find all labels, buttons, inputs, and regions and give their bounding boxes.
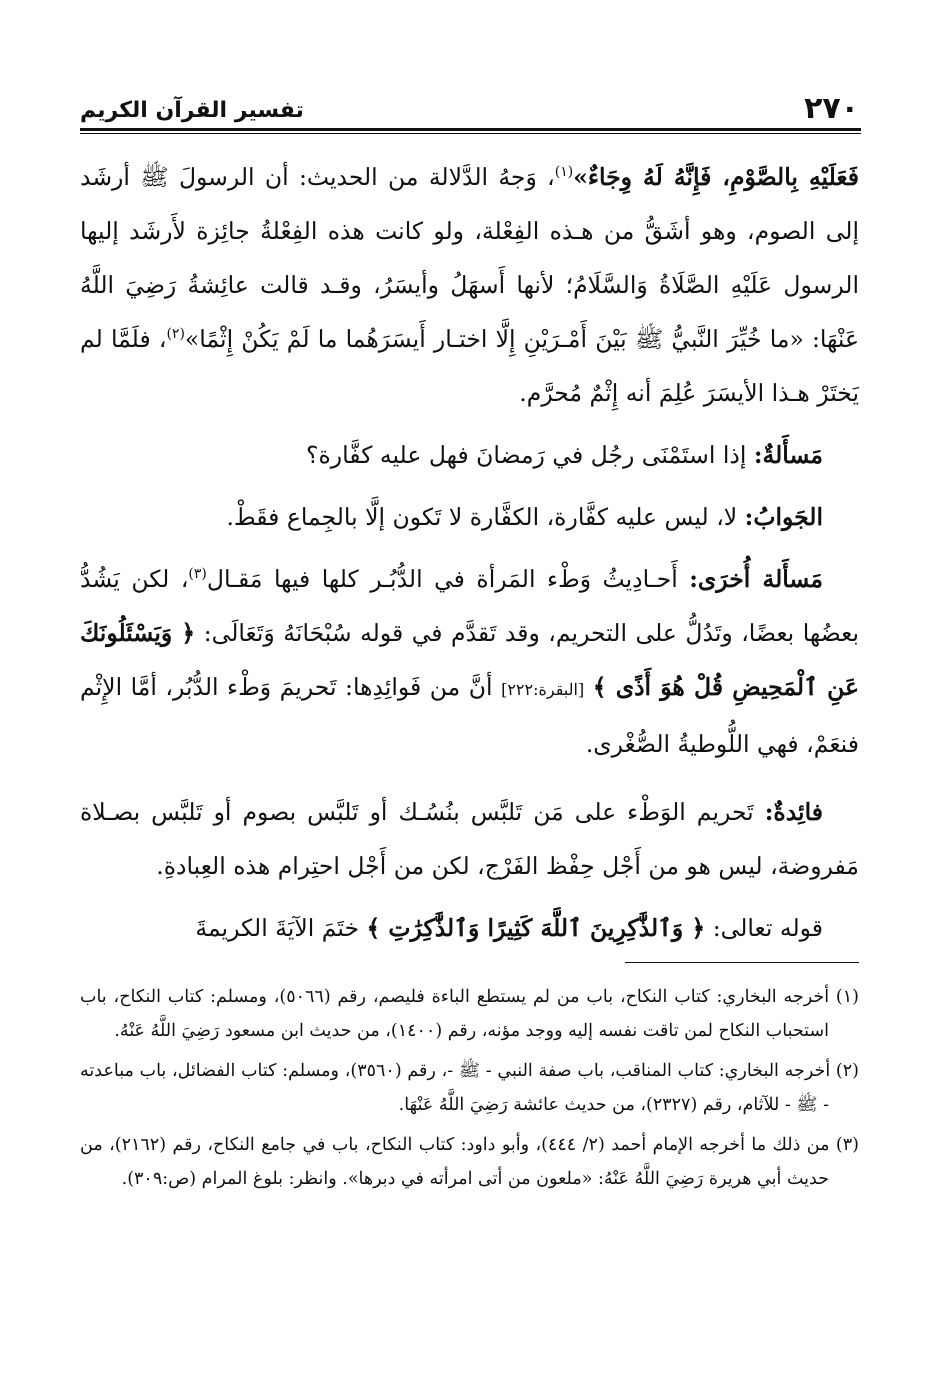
- footnote-ref-2: (٢): [166, 326, 185, 343]
- verse-commentary: [80, 901, 859, 955]
- footnote-2: (٢) أخرجه البخاري: كتاب المناقب، باب صفة النبي - ﷺ -، رقم (٣٥٦٠)، ومسلم: كتاب الفضائل، باب مباعدته - ﷺ - للآثام، رقم (٢٣٢٧)، من حديث عائشة رَضِيَ اللَّهُ عَنْهَا.: [80, 1061, 859, 1115]
- question-2-text: أَحـادِيثُ وَطْء المَرأة في الدُّبُـر كلها فيها مَقـال: [206, 565, 678, 593]
- verse-commentary-text: ختَمَ الآيَةَ الكريمةَ: [195, 914, 359, 942]
- question-2-end: أنَّ من فَوائِدِها: تَحريمَ وَطْء الدُّبُر، أمَّا الإِثْم فنعَمْ، فهي اللُّوطيةُ الصُّغْرى.: [80, 673, 859, 758]
- footnote-1: (١) أخرجه البخاري: كتاب النكاح، باب من لم يستطع الباءة فليصم، رقم (٥٠٦٦)، ومسلم: كتاب النكاح، باب استحباب النكاح لمن تاقت نفسه إليه ووجد مؤنه، رقم (١٤٠٠)، من حديث ابن مسعود رَضِيَ اللَّهُ عَنْهُ.: [80, 987, 859, 1041]
- running-title: تفسير القرآن الكريم: [80, 98, 304, 123]
- page-header: [80, 84, 859, 128]
- paragraph-hadith: [80, 150, 859, 420]
- footnote-3: (٣) من ذلك ما أخرجه الإمام أحمد (٢/ ٤٤٤)، وأبو داود: كتاب النكاح، باب في جامع النكاح، رقم (٢١٦٢)، من حديث أبي هريرة رَضِيَ اللَّهُ عَنْهُ: «ملعون من أتى امرأته في دبرها». وانظر: بلوغ المرام (ص:٣٠٩).: [80, 1135, 859, 1189]
- question-2-mid: ، لكن يَشُدُّ بعضُها بعضًا، وتَدُلُّ على التحريم، وقد تَقدَّم في قوله سُبْحَانَهُ وَتَعَالَى:: [80, 565, 859, 647]
- paragraph-text-end: ، فلَمَّا لم يَختَرْ هـذا الأيسَرَ عُلِمَ أنه إِثْمٌ مُحرَّم.: [80, 325, 859, 407]
- footnote-ref-1: (١): [554, 164, 574, 181]
- benefit-note: [80, 785, 859, 893]
- quran-verse: ﴿ وَيَسْئَلُونَكَ عَنِ ٱلْمَحِيضِ قُلْ هُوَ أَذًى ﴾: [80, 619, 859, 701]
- benefit-label: فائِدةٌ:: [764, 798, 823, 826]
- main-text: [80, 150, 859, 955]
- quran-verse-2: ﴿ وَٱلذَّٰكِرِينَ ٱللَّهَ كَثِيرًا وَٱلذَّٰكِرَٰتِ ﴾: [366, 914, 706, 942]
- answer-text: لا، ليس عليه كفَّارة، الكفَّارة لا تَكون إلَّا بالجِماع فقَطْ.: [226, 503, 738, 531]
- footnote-separator: [625, 962, 859, 963]
- paragraph-text: ، وَجهُ الدَّلالة من الحديث: أن الرسولَ ﷺ أرشَد إلى الصوم، وهو أشَقُّ من هـذه الفِعْلة، ولو كانت هذه الفِعْلةُ جائِزة لأَرشَد إليها الرسول عَلَيْهِ الصَّلَاةُ وَالسَّلَامُ؛ لأنها أَسهَلُ وأيسَرُ، وقـد قالت عائِشةُ رَضِيَ اللَّهُ عَنْهَا: «ما خُيِّرَ النَّبيُّ ﷺ بَيْنَ أَمْـرَيْنِ إِلَّا اختـار أَيسَرَهُما ما لَمْ يَكُنْ إِثْمًا»: [80, 163, 859, 353]
- question-text: إذا استَمْنَى رجُل في رَمضانَ فهل عليه كفَّارة؟: [306, 441, 747, 469]
- header-rule-thin: [80, 133, 861, 134]
- question-label-2: مَسأَلة أُخرَى:: [689, 565, 823, 593]
- answer-1: [80, 490, 859, 544]
- benefit-text: تَحريم الوَطْء على مَن تَلبَّس بنُسُـك أو تَلبَّس بصوم أو تَلبَّس بصـلاة مَفروضة، ليس هو من أَجْل حِفْظ الفَرْج، لكن من أَجْل احتِرام هذه العِبادةِ.: [80, 798, 859, 880]
- verse-reference: [البقرة:٢٢٢]: [501, 680, 585, 699]
- header-rule: [80, 128, 861, 131]
- verse-intro: قوله تعالى:: [712, 914, 823, 942]
- footnote-ref-3: (٣): [188, 566, 207, 583]
- question-1: [80, 428, 859, 482]
- question-label: مَسأَلةٌ:: [753, 441, 823, 469]
- page-number: ٢٧٠: [804, 91, 859, 126]
- question-2: [80, 552, 859, 771]
- footnotes: [80, 980, 859, 1196]
- answer-label: الجَوابُ:: [744, 503, 823, 531]
- hadith-quote: فَعَلَيْهِ بِالصَّوْمِ، فَإِنَّهُ لَهُ وِجَاءٌ»: [573, 163, 859, 191]
